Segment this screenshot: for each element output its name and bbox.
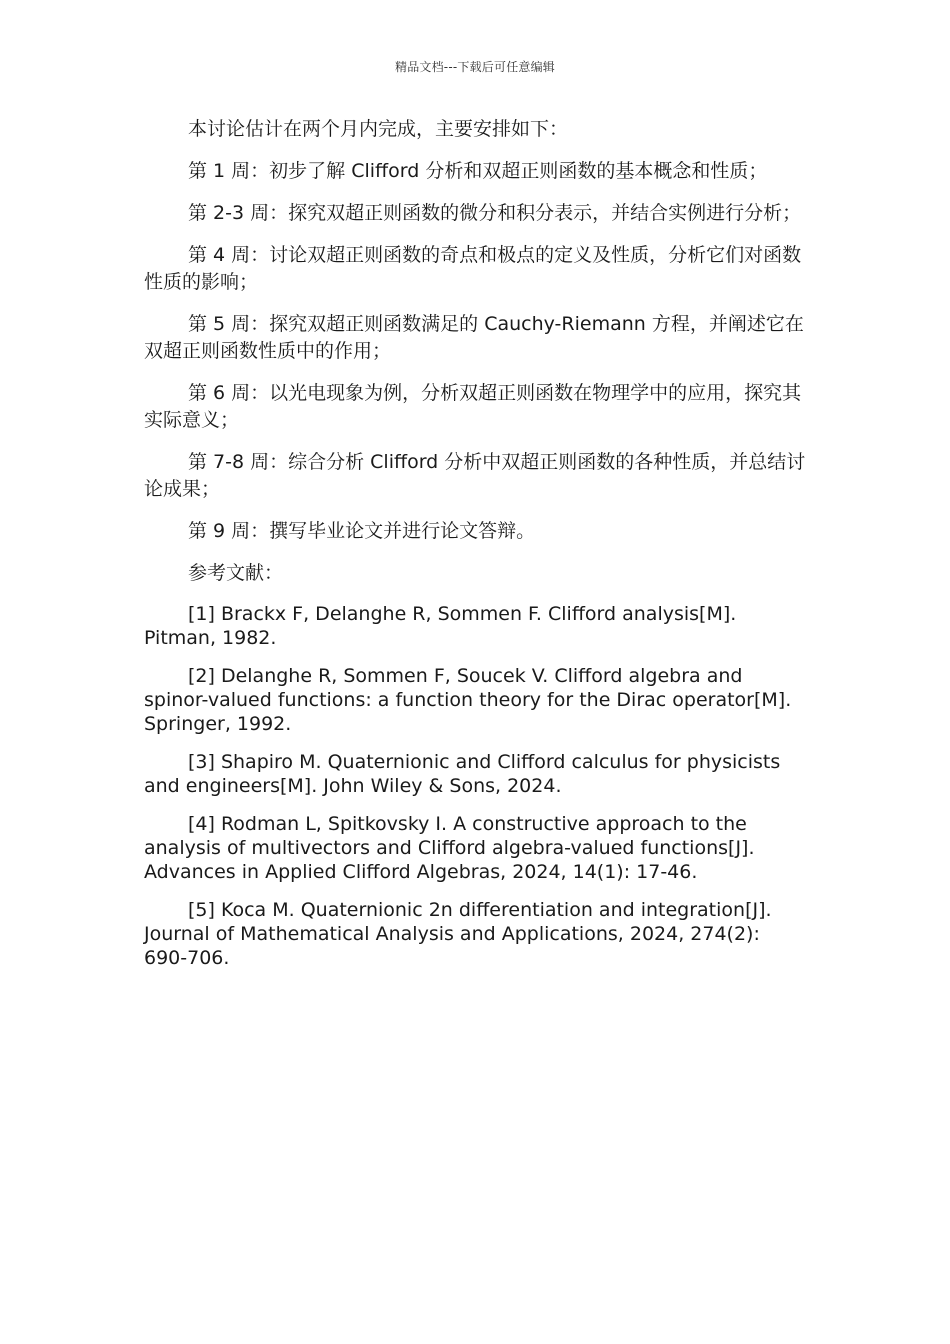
schedule-week-5: 第 5 周：探究双超正则函数满足的 Cauchy-Riemann 方程，并阐述它在双超正则函数性质中的作用； bbox=[144, 313, 804, 362]
schedule-week-6: 第 6 周：以光电现象为例，分析双超正则函数在物理学中的应用，探究其实际意义； bbox=[144, 382, 802, 431]
reference-item-4: [4] Rodman L, Spitkovsky I. A constructive approach to the analysis of multivectors and Clifford algebra-valued functions[J]. Advances in Applied Clifford Algebras, 2024, 14(1): 17-46. bbox=[144, 813, 755, 883]
reference-item-3: [3] Shapiro M. Quaternionic and Clifford calculus for physicists and engineers[M]. John Wiley & Sons, 2024. bbox=[144, 751, 781, 797]
reference-list bbox=[144, 602, 808, 970]
schedule-week-4: 第 4 周：讨论双超正则函数的奇点和极点的定义及性质，分析它们对函数性质的影响； bbox=[144, 244, 802, 293]
reference-item-2: [2] Delanghe R, Sommen F, Soucek V. Clifford algebra and spinor-valued functions: a function theory for the Dirac operator[M]. Springer, 1992. bbox=[144, 665, 792, 735]
schedule-week-9: 第 9 周：撰写毕业论文并进行论文答辩。 bbox=[188, 520, 536, 542]
references-heading: 参考文献： bbox=[188, 562, 284, 584]
schedule-week-2-3: 第 2-3 周：探究双超正则函数的微分和积分表示，并结合实例进行分析； bbox=[188, 202, 802, 224]
schedule-week-7-8: 第 7-8 周：综合分析 Clifford 分析中双超正则函数的各种性质，并总结讨论成果； bbox=[144, 451, 806, 500]
document-body bbox=[144, 116, 808, 984]
schedule-week-1: 第 1 周：初步了解 Clifford 分析和双超正则函数的基本概念和性质； bbox=[188, 160, 768, 182]
reference-item-1: [1] Brackx F, Delanghe R, Sommen F. Clifford analysis[M]. Pitman, 1982. bbox=[144, 603, 737, 649]
page-header: 精品文档---下载后可任意编辑 bbox=[395, 60, 555, 74]
reference-item-5: [5] Koca M. Quaternionic 2n differentiation and integration[J]. Journal of Mathematical Analysis and Applications, 2024, 274(2): 690-706. bbox=[144, 899, 772, 969]
intro-paragraph: 本讨论估计在两个月内完成，主要安排如下： bbox=[188, 118, 569, 140]
